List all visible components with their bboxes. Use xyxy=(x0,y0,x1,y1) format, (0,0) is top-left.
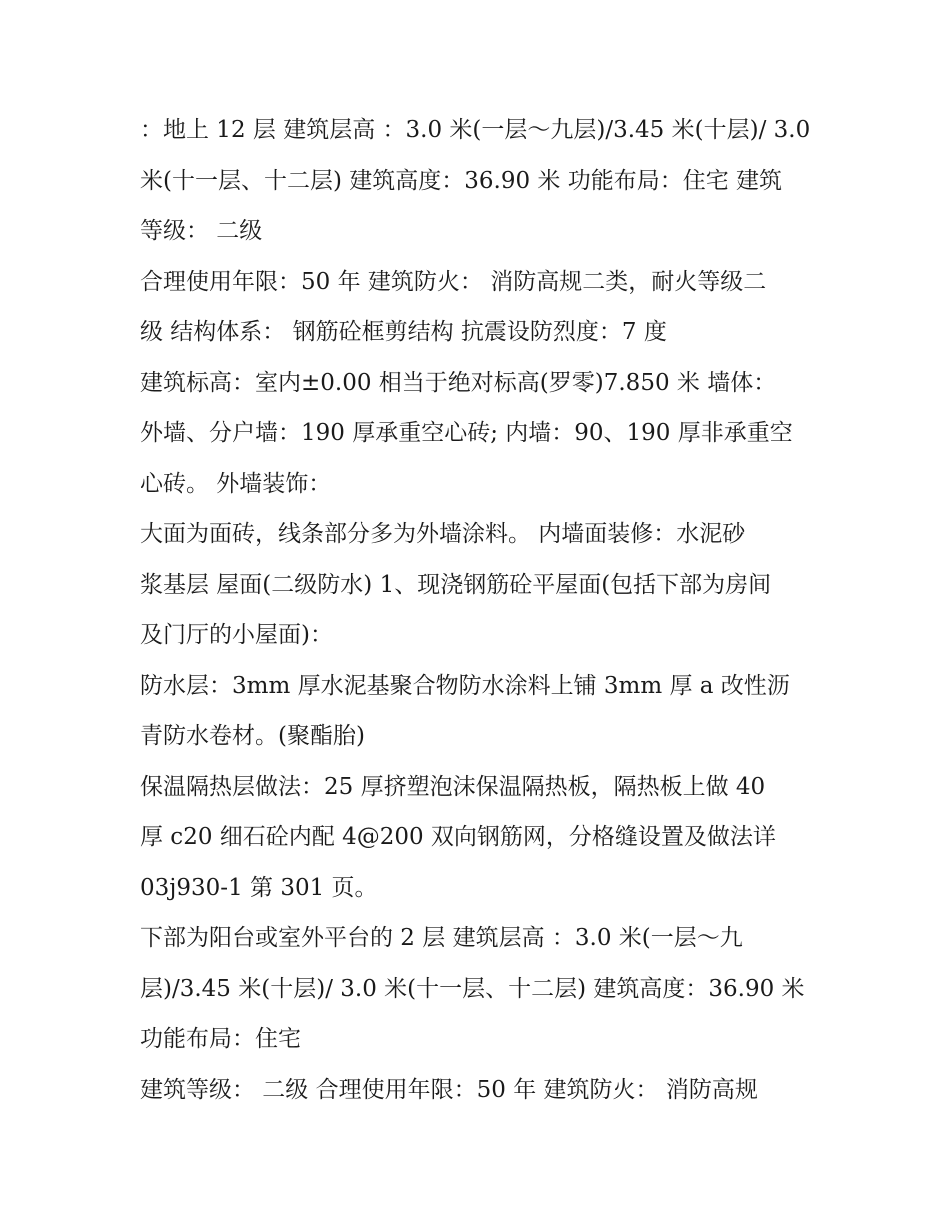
text-line: 03j930-1 第 301 页。 xyxy=(140,874,378,901)
text-line: 心砖。 外墙装饰： xyxy=(140,470,332,497)
text-line: 青防水卷材。(聚酯胎) xyxy=(140,723,365,749)
document-page xyxy=(140,105,820,1115)
text-line: 防水层：3mm 厚水泥基聚合物防水涂料上铺 3mm 厚 a 改性沥 xyxy=(140,672,790,699)
text-line: 米(十一层、十二层) 建筑高度：36.90 米 功能布局：住宅 建筑 xyxy=(140,167,783,194)
text-line: 及门厅的小屋面)： xyxy=(140,622,333,648)
text-line: ：地上 12 层 建筑层高 ：3.0 米(一层～九层)/3.45 米(十层)/ 3.0 xyxy=(140,117,811,143)
text-line: 厚 c20 细石砼内配 4@200 双向钢筋网，分格缝设置及做法详 xyxy=(140,824,776,850)
text-line: 等级： 二级 xyxy=(140,218,263,244)
text-line: 功能布局：住宅 xyxy=(140,1026,301,1052)
text-line: 浆基层 屋面(二级防水) 1、现浇钢筋砼平屋面(包括下部为房间 xyxy=(140,571,772,598)
text-line: 合理使用年限：50 年 建筑防火： 消防高规二类，耐火等级二 xyxy=(140,268,767,295)
text-line: 建筑等级： 二级 合理使用年限：50 年 建筑防火： 消防高规 xyxy=(140,1076,758,1103)
text-line: 保温隔热层做法：25 厚挤塑泡沫保温隔热板，隔热板上做 40 xyxy=(140,773,766,800)
text-line: 层)/3.45 米(十层)/ 3.0 米(十一层、十二层) 建筑高度：36.90 米 xyxy=(140,975,805,1002)
text-line: 下部为阳台或室外平台的 2 层 建筑层高 ：3.0 米(一层～九 xyxy=(140,925,743,951)
text-line: 大面为面砖，线条部分多为外墙涂料。 内墙面装修：水泥砂 xyxy=(140,521,746,547)
text-line: 建筑标高：室内±0.00 相当于绝对标高(罗零)7.850 米 墙体： xyxy=(140,369,777,396)
text-line: 外墙、分户墙：190 厚承重空心砖; 内墙：90、190 厚非承重空 xyxy=(140,420,793,446)
text-line: 级 结构体系： 钢筋砼框剪结构 抗震设防烈度：7 度 xyxy=(140,319,667,345)
